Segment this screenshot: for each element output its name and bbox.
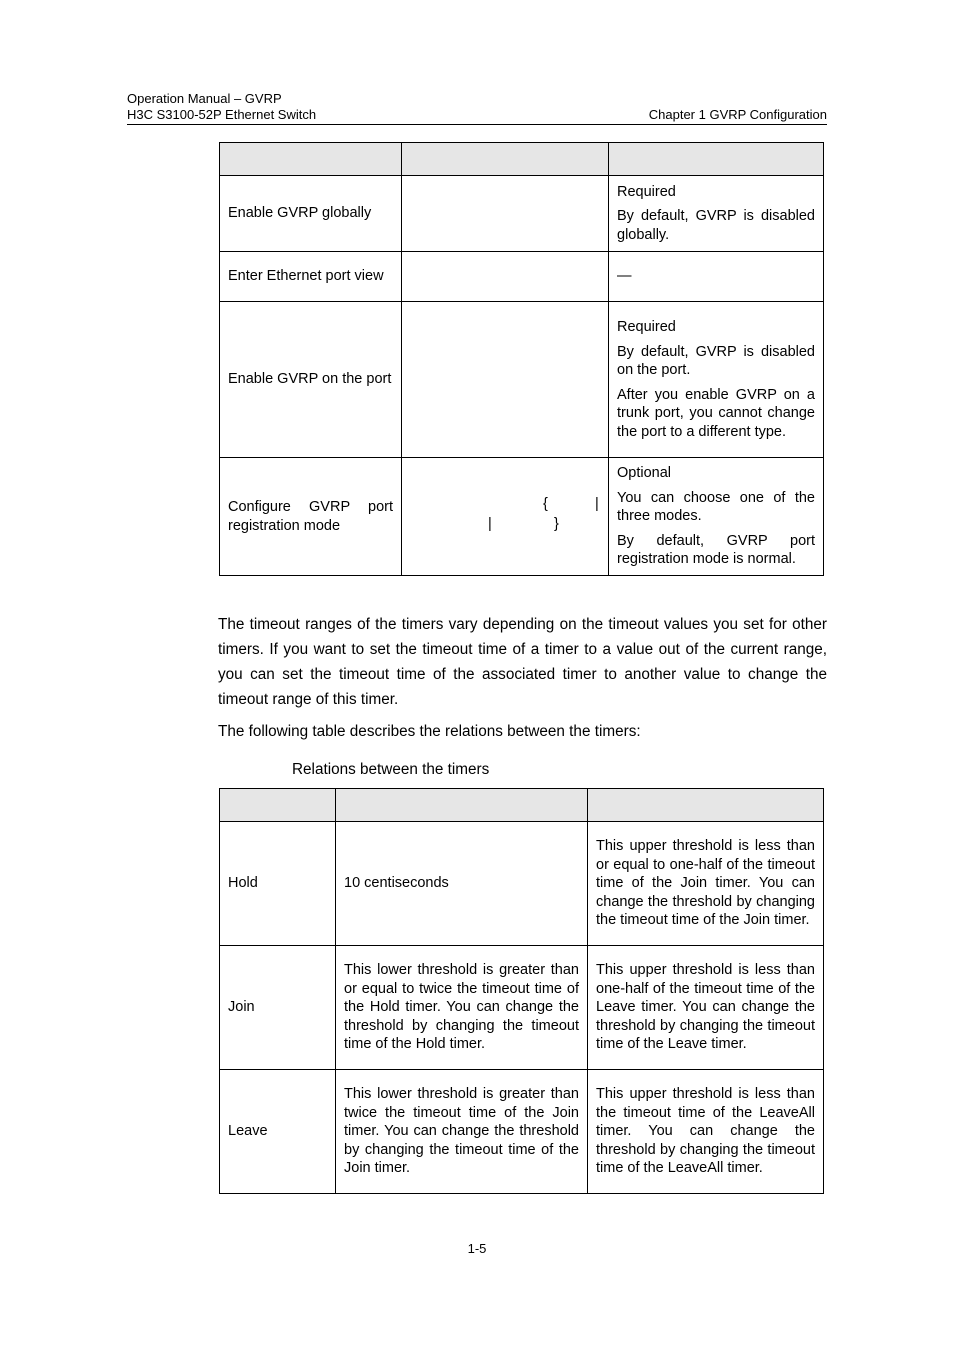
timer-relations-table <box>219 788 824 1194</box>
header-cell <box>336 789 588 822</box>
operation-cell: Enter Ethernet port view <box>220 252 402 302</box>
description-line: After you enable GVRP on a trunk port, you cannot change the port to a different type. <box>617 386 815 440</box>
upper-threshold-cell: This upper threshold is less than one-half of the timeout time of the Leave timer. You can change the threshold by changing the timeout time of the Leave timer. <box>588 946 824 1070</box>
timer-name-cell: Join <box>220 946 336 1070</box>
header-cell <box>402 143 609 176</box>
separator-bar: | <box>488 515 492 532</box>
header-rule <box>127 124 827 125</box>
header-cell <box>588 789 824 822</box>
separator-bar: | <box>595 495 599 512</box>
operation-cell: Enable GVRP globally <box>220 176 402 252</box>
description-cell <box>609 302 824 458</box>
product-name: H3C S3100-52P Ethernet Switch <box>127 107 317 122</box>
description-line: You can choose one of the three modes. <box>617 489 815 525</box>
chapter-title: Chapter 1 GVRP Configuration <box>648 107 827 122</box>
timer-name-cell: Hold <box>220 822 336 946</box>
table-row <box>220 1070 824 1194</box>
description-line: Required <box>617 319 676 335</box>
description-cell <box>609 176 824 252</box>
timer-range-paragraph: The timeout ranges of the timers vary depending on the timeout values you set for other timers. If you want to set the timeout time of a timer to a value out of the current range, you can set the timeout time of the associated timer to another value to change the timeout range of this timer. <box>218 616 827 708</box>
description-cell <box>609 252 824 302</box>
table-intro-paragraph: The following table describes the relations between the timers: <box>218 723 641 740</box>
open-brace: { <box>543 495 548 512</box>
upper-threshold-cell: This upper threshold is less than or equal to one-half of the timeout time of the Join timer. You can change the threshold by changing the timeout time of the Join timer. <box>588 822 824 946</box>
header-cell <box>220 143 402 176</box>
description-line: By default, GVRP is disabled on the port. <box>617 343 815 378</box>
upper-threshold-cell: This upper threshold is less than the timeout time of the LeaveAll timer. You can change the threshold by changing the timeout time of the LeaveAll timer. <box>588 1070 824 1194</box>
config-steps-table <box>219 142 824 576</box>
operation-cell: Configure GVRP port registration mode <box>220 458 402 576</box>
table-row <box>220 252 824 302</box>
command-cell <box>402 302 609 458</box>
header-cell <box>609 143 824 176</box>
lower-threshold-cell: This lower threshold is greater than or equal to twice the timeout time of the Hold timer. You can change the threshold by changing the timeout time of the Hold timer. <box>336 946 588 1070</box>
description-line: By default, GVRP is disabled globally. <box>617 208 815 243</box>
description-line: — <box>617 268 632 285</box>
command-cell <box>402 252 609 302</box>
command-cell <box>402 458 609 576</box>
table-row <box>220 302 824 458</box>
manual-title: Operation Manual – GVRP <box>127 91 282 106</box>
description-line: Optional <box>617 465 672 482</box>
command-cell <box>402 176 609 252</box>
table-header-row <box>220 789 824 822</box>
table-row <box>220 822 824 946</box>
header-cell <box>220 789 336 822</box>
description-line: By default, GVRP port registration mode is normal. <box>617 532 815 568</box>
table-row <box>220 176 824 252</box>
lower-threshold-cell: 10 centiseconds <box>336 822 588 946</box>
close-brace: } <box>554 515 559 532</box>
description-line: Required <box>617 183 676 200</box>
table-row <box>220 458 824 576</box>
command-syntax <box>410 495 600 539</box>
timer-name-cell: Leave <box>220 1070 336 1194</box>
table-row <box>220 946 824 1070</box>
description-cell <box>609 458 824 576</box>
operation-cell: Enable GVRP on the port <box>220 302 402 458</box>
table-caption: Relations between the timers <box>292 761 490 778</box>
lower-threshold-cell: This lower threshold is greater than twice the timeout time of the Join timer. You can change the threshold by changing the timeout time of the Join timer. <box>336 1070 588 1194</box>
table-header-row <box>220 143 824 176</box>
page-number: 1-5 <box>467 1241 487 1256</box>
